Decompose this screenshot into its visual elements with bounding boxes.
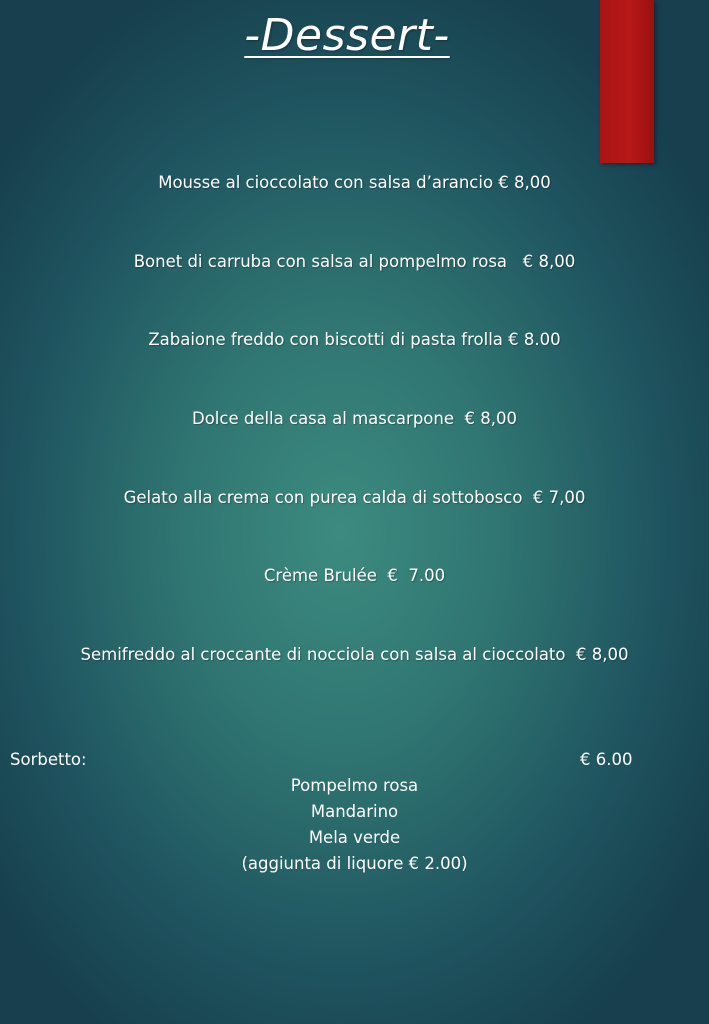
dessert-item-creme-brulee: Crème Brulée € 7.00: [263, 566, 446, 585]
dessert-item-gelato: Gelato alla crema con purea calda di sottobosco € 7,00: [123, 488, 586, 507]
sorbetto-flavor-mela-verde: Mela verde: [308, 828, 401, 847]
sorbetto-label: Sorbetto:: [10, 750, 87, 769]
sorbetto-price: € 6.00: [580, 750, 633, 769]
sorbetto-liquore-note: (aggiunta di liquore € 2.00): [241, 854, 468, 873]
dessert-item-mousse: Mousse al cioccolato con salsa d’arancio € 8,00: [158, 173, 551, 192]
menu-title: -Dessert-: [244, 10, 450, 61]
dessert-item-zabaione: Zabaione freddo con biscotti di pasta frolla € 8.00: [148, 330, 561, 349]
sorbetto-flavor-pompelmo: Pompelmo rosa: [290, 776, 419, 795]
dessert-item-dolce-casa: Dolce della casa al mascarpone € 8,00: [192, 409, 517, 428]
dessert-item-bonet: Bonet di carruba con salsa al pompelmo rosa € 8,00: [133, 252, 576, 271]
sorbetto-flavor-mandarino: Mandarino: [310, 802, 399, 821]
dessert-item-semifreddo: Semifreddo al croccante di nocciola con salsa al cioccolato € 8,00: [80, 645, 629, 664]
